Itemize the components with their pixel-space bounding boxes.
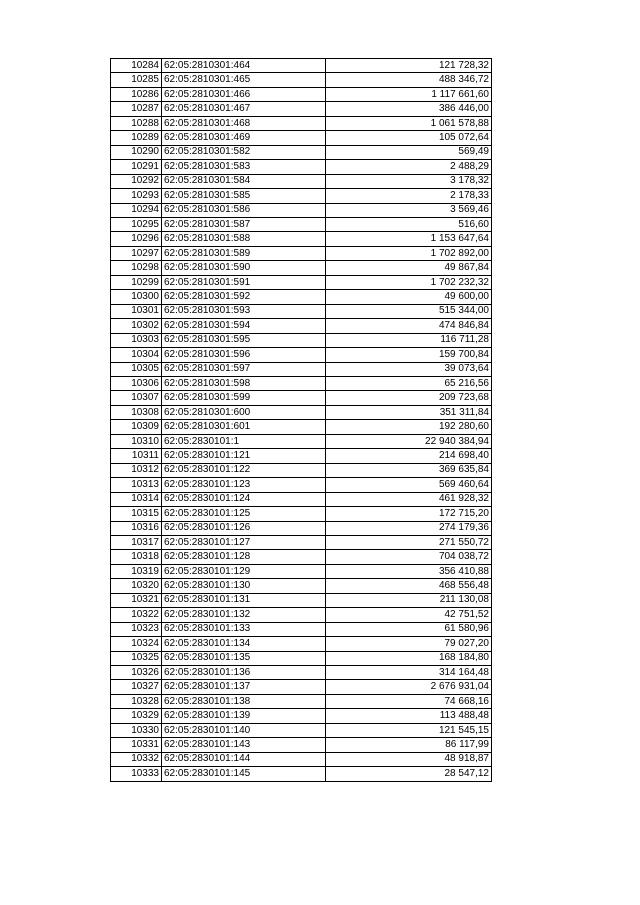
table-row	[111, 622, 492, 636]
table-row	[111, 304, 492, 318]
cadastral-number-cell: 62:05:2810301:600	[162, 405, 326, 419]
cadastral-value-cell: 2 488,29	[326, 160, 492, 174]
row-number-cell: 10322	[111, 608, 162, 622]
row-number-cell: 10325	[111, 651, 162, 665]
cadastral-number-cell: 62:05:2830101:126	[162, 521, 326, 535]
table-row	[111, 203, 492, 217]
table-row	[111, 608, 492, 622]
cadastral-value-cell: 351 311,84	[326, 405, 492, 419]
table-row	[111, 637, 492, 651]
table-row	[111, 507, 492, 521]
cadastral-value-cell: 369 635,84	[326, 463, 492, 477]
cadastral-number-cell: 62:05:2830101:1	[162, 434, 326, 448]
table-row	[111, 535, 492, 549]
cadastral-number-cell: 62:05:2830101:123	[162, 478, 326, 492]
cadastral-number-cell: 62:05:2830101:130	[162, 579, 326, 593]
row-number-cell: 10286	[111, 87, 162, 101]
row-number-cell: 10332	[111, 752, 162, 766]
table-row	[111, 449, 492, 463]
cadastral-value-cell: 356 410,88	[326, 564, 492, 578]
cadastral-number-cell: 62:05:2810301:598	[162, 376, 326, 390]
table-row	[111, 709, 492, 723]
cadastral-value-cell: 42 751,52	[326, 608, 492, 622]
row-number-cell: 10302	[111, 319, 162, 333]
row-number-cell: 10289	[111, 131, 162, 145]
table-row	[111, 579, 492, 593]
cadastral-value-cell: 105 072,64	[326, 131, 492, 145]
cadastral-number-cell: 62:05:2810301:592	[162, 290, 326, 304]
cadastral-value-cell: 488 346,72	[326, 73, 492, 87]
cadastral-number-cell: 62:05:2810301:465	[162, 73, 326, 87]
row-number-cell: 10309	[111, 420, 162, 434]
table-row	[111, 348, 492, 362]
cadastral-value-cell: 461 928,32	[326, 492, 492, 506]
row-number-cell: 10324	[111, 637, 162, 651]
cadastral-number-cell: 62:05:2810301:464	[162, 59, 326, 73]
cadastral-value-cell: 569 460,64	[326, 478, 492, 492]
row-number-cell: 10310	[111, 434, 162, 448]
row-number-cell: 10330	[111, 723, 162, 737]
cadastral-value-cell: 49 867,84	[326, 261, 492, 275]
row-number-cell: 10284	[111, 59, 162, 73]
table-row	[111, 275, 492, 289]
cadastral-number-cell: 62:05:2830101:127	[162, 535, 326, 549]
cadastral-value-cell: 515 344,00	[326, 304, 492, 318]
row-number-cell: 10295	[111, 217, 162, 231]
cadastral-value-cell: 172 715,20	[326, 507, 492, 521]
cadastral-value-cell: 274 179,36	[326, 521, 492, 535]
table-row	[111, 73, 492, 87]
table-row	[111, 174, 492, 188]
row-number-cell: 10320	[111, 579, 162, 593]
cadastral-value-cell: 2 676 931,04	[326, 680, 492, 694]
cadastral-number-cell: 62:05:2810301:585	[162, 189, 326, 203]
cadastral-value-cell: 314 164,48	[326, 666, 492, 680]
table-row	[111, 651, 492, 665]
row-number-cell: 10306	[111, 376, 162, 390]
cadastral-value-cell: 74 668,16	[326, 694, 492, 708]
cadastral-value-cell: 61 580,96	[326, 622, 492, 636]
cadastral-number-cell: 62:05:2810301:601	[162, 420, 326, 434]
table-row	[111, 767, 492, 781]
table-row	[111, 680, 492, 694]
cadastral-number-cell: 62:05:2810301:587	[162, 217, 326, 231]
cadastral-value-cell: 474 846,84	[326, 319, 492, 333]
row-number-cell: 10285	[111, 73, 162, 87]
table-row	[111, 246, 492, 260]
row-number-cell: 10297	[111, 246, 162, 260]
table-row	[111, 694, 492, 708]
row-number-cell: 10308	[111, 405, 162, 419]
cadastral-number-cell: 62:05:2810301:597	[162, 362, 326, 376]
table-body	[111, 59, 492, 782]
cadastral-value-cell: 28 547,12	[326, 767, 492, 781]
row-number-cell: 10327	[111, 680, 162, 694]
table-row	[111, 87, 492, 101]
table-row	[111, 550, 492, 564]
row-number-cell: 10333	[111, 767, 162, 781]
cadastral-value-cell: 192 280,60	[326, 420, 492, 434]
row-number-cell: 10301	[111, 304, 162, 318]
row-number-cell: 10291	[111, 160, 162, 174]
cadastral-number-cell: 62:05:2810301:594	[162, 319, 326, 333]
cadastral-number-cell: 62:05:2830101:133	[162, 622, 326, 636]
cadastral-number-cell: 62:05:2830101:131	[162, 593, 326, 607]
table-row	[111, 564, 492, 578]
row-number-cell: 10311	[111, 449, 162, 463]
cadastral-value-cell: 159 700,84	[326, 348, 492, 362]
table-row	[111, 116, 492, 130]
cadastral-value-cell: 1 702 892,00	[326, 246, 492, 260]
cadastral-value-cell: 3 569,46	[326, 203, 492, 217]
row-number-cell: 10293	[111, 189, 162, 203]
cadastral-value-cell: 113 488,48	[326, 709, 492, 723]
table-row	[111, 376, 492, 390]
table-row	[111, 189, 492, 203]
cadastral-number-cell: 62:05:2810301:596	[162, 348, 326, 362]
cadastral-value-cell: 48 918,87	[326, 752, 492, 766]
cadastral-value-cell: 271 550,72	[326, 535, 492, 549]
table-row	[111, 261, 492, 275]
cadastral-number-cell: 62:05:2810301:588	[162, 232, 326, 246]
row-number-cell: 10315	[111, 507, 162, 521]
cadastral-value-cell: 1 061 578,88	[326, 116, 492, 130]
table-row	[111, 59, 492, 73]
row-number-cell: 10290	[111, 145, 162, 159]
cadastral-number-cell: 62:05:2810301:583	[162, 160, 326, 174]
table-row	[111, 160, 492, 174]
table-row	[111, 362, 492, 376]
cadastral-value-cell: 569,49	[326, 145, 492, 159]
cadastral-number-cell: 62:05:2830101:139	[162, 709, 326, 723]
table-row	[111, 319, 492, 333]
cadastral-number-cell: 62:05:2810301:591	[162, 275, 326, 289]
cadastral-number-cell: 62:05:2830101:138	[162, 694, 326, 708]
table-row	[111, 593, 492, 607]
row-number-cell: 10303	[111, 333, 162, 347]
table-row	[111, 521, 492, 535]
row-number-cell: 10323	[111, 622, 162, 636]
row-number-cell: 10312	[111, 463, 162, 477]
cadastral-number-cell: 62:05:2830101:135	[162, 651, 326, 665]
table-row	[111, 434, 492, 448]
cadastral-number-cell: 62:05:2830101:143	[162, 738, 326, 752]
row-number-cell: 10294	[111, 203, 162, 217]
table-row	[111, 723, 492, 737]
row-number-cell: 10300	[111, 290, 162, 304]
table-row	[111, 391, 492, 405]
row-number-cell: 10296	[111, 232, 162, 246]
cadastral-number-cell: 62:05:2830101:144	[162, 752, 326, 766]
cadastral-number-cell: 62:05:2810301:582	[162, 145, 326, 159]
cadastral-number-cell: 62:05:2810301:595	[162, 333, 326, 347]
row-number-cell: 10288	[111, 116, 162, 130]
cadastral-number-cell: 62:05:2830101:132	[162, 608, 326, 622]
row-number-cell: 10317	[111, 535, 162, 549]
cadastral-number-cell: 62:05:2830101:124	[162, 492, 326, 506]
cadastral-value-cell: 1 117 661,60	[326, 87, 492, 101]
row-number-cell: 10316	[111, 521, 162, 535]
cadastral-number-cell: 62:05:2830101:140	[162, 723, 326, 737]
cadastral-value-cell: 2 178,33	[326, 189, 492, 203]
cadastral-value-cell: 386 446,00	[326, 102, 492, 116]
cadastral-value-cell: 22 940 384,94	[326, 434, 492, 448]
cadastral-value-cell: 49 600,00	[326, 290, 492, 304]
table-row	[111, 492, 492, 506]
cadastral-value-cell: 209 723,68	[326, 391, 492, 405]
row-number-cell: 10318	[111, 550, 162, 564]
row-number-cell: 10287	[111, 102, 162, 116]
cadastral-number-cell: 62:05:2810301:593	[162, 304, 326, 318]
row-number-cell: 10307	[111, 391, 162, 405]
cadastral-number-cell: 62:05:2830101:145	[162, 767, 326, 781]
row-number-cell: 10331	[111, 738, 162, 752]
cadastral-value-cell: 468 556,48	[326, 579, 492, 593]
row-number-cell: 10314	[111, 492, 162, 506]
cadastral-value-cell: 704 038,72	[326, 550, 492, 564]
table-row	[111, 752, 492, 766]
cadastral-value-cell: 116 711,28	[326, 333, 492, 347]
table-row	[111, 478, 492, 492]
row-number-cell: 10319	[111, 564, 162, 578]
cadastral-number-cell: 62:05:2810301:584	[162, 174, 326, 188]
row-number-cell: 10313	[111, 478, 162, 492]
row-number-cell: 10292	[111, 174, 162, 188]
cadastral-value-cell: 516,60	[326, 217, 492, 231]
row-number-cell: 10328	[111, 694, 162, 708]
cadastral-number-cell: 62:05:2810301:590	[162, 261, 326, 275]
cadastral-value-cell: 65 216,56	[326, 376, 492, 390]
table-row	[111, 738, 492, 752]
cadastral-number-cell: 62:05:2830101:134	[162, 637, 326, 651]
cadastral-value-cell: 121 545,15	[326, 723, 492, 737]
row-number-cell: 10304	[111, 348, 162, 362]
cadastral-value-table	[110, 58, 492, 782]
cadastral-number-cell: 62:05:2810301:469	[162, 131, 326, 145]
row-number-cell: 10329	[111, 709, 162, 723]
cadastral-number-cell: 62:05:2830101:136	[162, 666, 326, 680]
row-number-cell: 10298	[111, 261, 162, 275]
cadastral-value-cell: 211 130,08	[326, 593, 492, 607]
cadastral-number-cell: 62:05:2810301:468	[162, 116, 326, 130]
cadastral-number-cell: 62:05:2830101:125	[162, 507, 326, 521]
cadastral-number-cell: 62:05:2810301:599	[162, 391, 326, 405]
cadastral-number-cell: 62:05:2830101:122	[162, 463, 326, 477]
table-row	[111, 333, 492, 347]
cadastral-number-cell: 62:05:2830101:137	[162, 680, 326, 694]
table-row	[111, 131, 492, 145]
table-row	[111, 290, 492, 304]
cadastral-value-cell: 86 117,99	[326, 738, 492, 752]
cadastral-number-cell: 62:05:2810301:586	[162, 203, 326, 217]
table-row	[111, 405, 492, 419]
table-row	[111, 666, 492, 680]
cadastral-number-cell: 62:05:2810301:589	[162, 246, 326, 260]
table-row	[111, 463, 492, 477]
row-number-cell: 10321	[111, 593, 162, 607]
table-row	[111, 217, 492, 231]
cadastral-value-cell: 79 027,20	[326, 637, 492, 651]
cadastral-value-cell: 168 184,80	[326, 651, 492, 665]
table-row	[111, 420, 492, 434]
cadastral-number-cell: 62:05:2810301:467	[162, 102, 326, 116]
row-number-cell: 10326	[111, 666, 162, 680]
cadastral-number-cell: 62:05:2830101:129	[162, 564, 326, 578]
cadastral-value-cell: 121 728,32	[326, 59, 492, 73]
row-number-cell: 10305	[111, 362, 162, 376]
cadastral-number-cell: 62:05:2830101:121	[162, 449, 326, 463]
row-number-cell: 10299	[111, 275, 162, 289]
table-row	[111, 102, 492, 116]
cadastral-number-cell: 62:05:2810301:466	[162, 87, 326, 101]
table-row	[111, 232, 492, 246]
cadastral-value-cell: 1 153 647,64	[326, 232, 492, 246]
cadastral-value-cell: 1 702 232,32	[326, 275, 492, 289]
table-row	[111, 145, 492, 159]
cadastral-value-cell: 39 073,64	[326, 362, 492, 376]
cadastral-number-cell: 62:05:2830101:128	[162, 550, 326, 564]
cadastral-value-cell: 214 698,40	[326, 449, 492, 463]
cadastral-value-cell: 3 178,32	[326, 174, 492, 188]
